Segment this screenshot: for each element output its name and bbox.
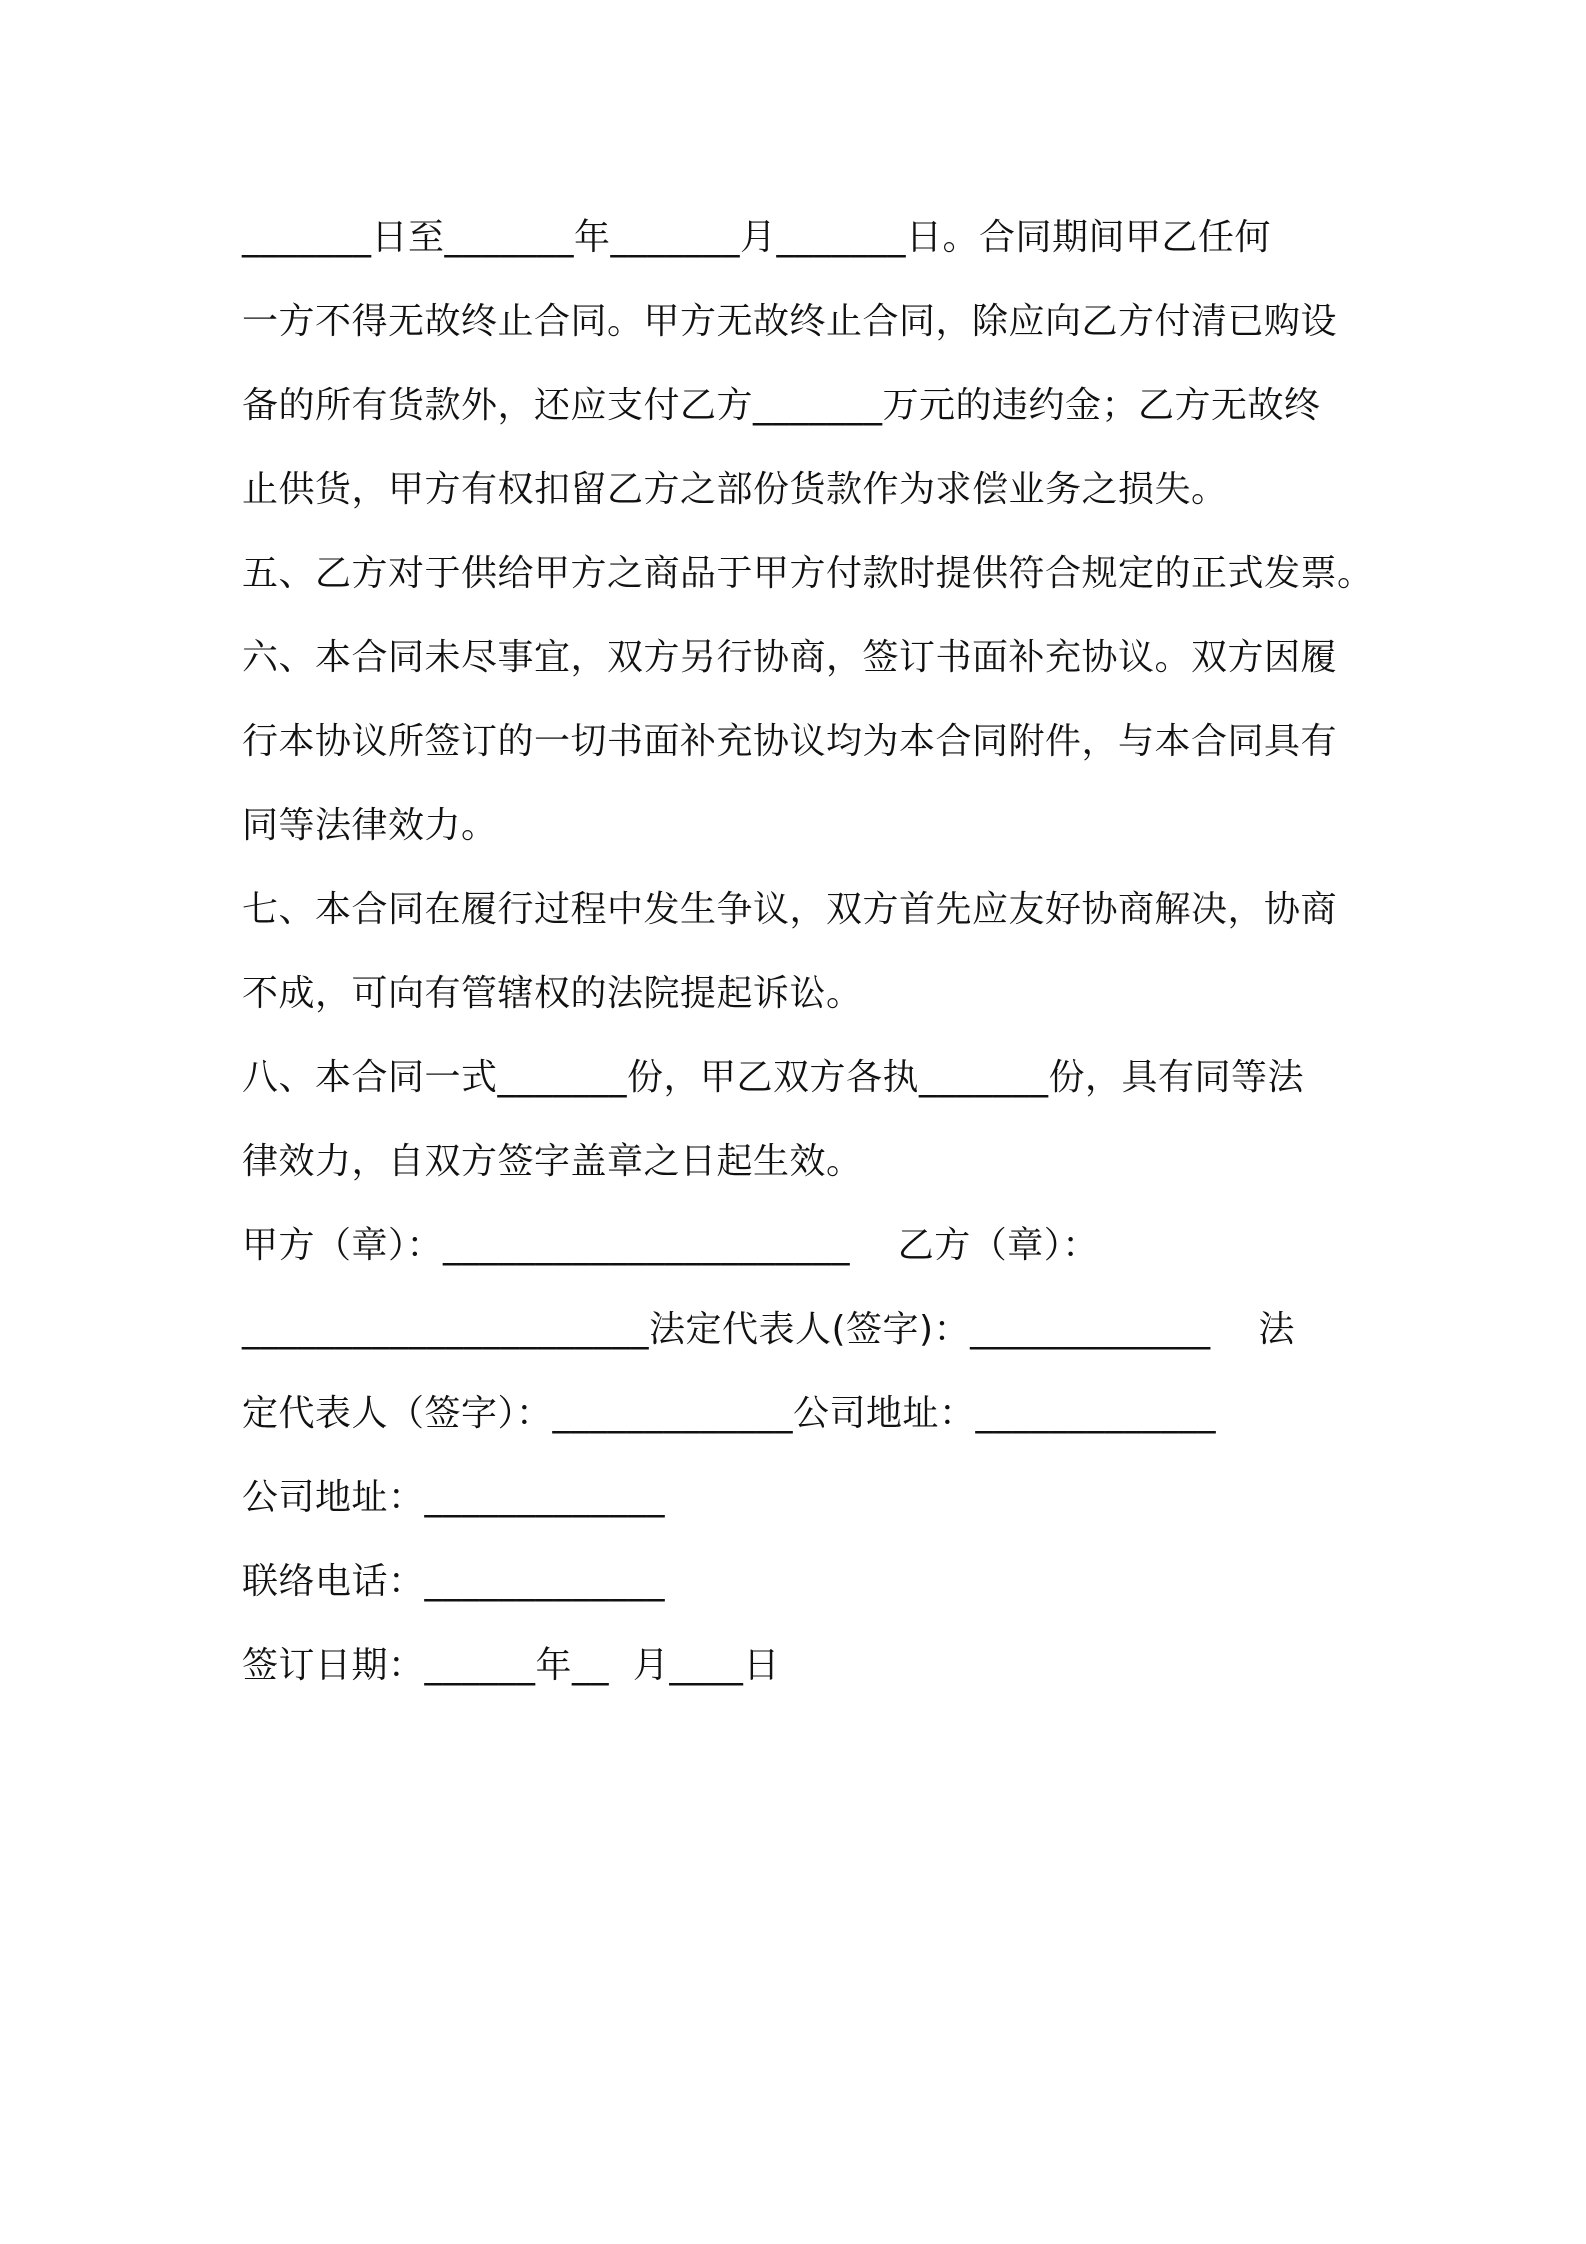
legal-rep-line: ______________________法定代表人(签字)：_____________ 法 (242, 1309, 1295, 1350)
party-seal-line: 甲方（章）：______________________ 乙方（章）： (242, 1225, 1099, 1266)
text-line: 不成，可向有管辖权的法院提起诉讼。 (242, 973, 863, 1014)
text-line: _______日至_______年_______月_______日。合同期间甲乙任何 (242, 217, 1272, 258)
company-address-line: 公司地址：_____________ (242, 1477, 666, 1518)
text-line: 律效力，自双方签字盖章之日起生效。 (242, 1141, 863, 1182)
text-line: 备的所有货款外，还应支付乙方_______万元的违约金；乙方无故终 (242, 385, 1321, 426)
text-line: 同等法律效力。 (242, 805, 498, 846)
text-line: 止供货，甲方有权扣留乙方之部份货款作为求偿业务之损失。 (242, 469, 1228, 510)
clause-5: 五、乙方对于供给甲方之商品于甲方付款时提供符合规定的正式发票。 (242, 553, 1374, 594)
clause-6: 六、本合同未尽事宜，双方另行协商，签订书面补充协议。双方因履 (242, 637, 1338, 678)
clause-7: 七、本合同在履行过程中发生争议，双方首先应友好协商解决，协商 (242, 889, 1338, 930)
legal-rep-address-line: 定代表人（签字）：_____________公司地址：_____________ (242, 1393, 1217, 1434)
clause-8: 八、本合同一式_______份，甲乙双方各执_______份，具有同等法 (242, 1057, 1305, 1098)
contract-text (242, 196, 1392, 1708)
text-line: 行本协议所签订的一切书面补充协议均为本合同附件，与本合同具有 (242, 721, 1338, 762)
contact-phone-line: 联络电话：_____________ (242, 1561, 666, 1602)
text-line: 一方不得无故终止合同。甲方无故终止合同，除应向乙方付清已购设 (242, 301, 1338, 342)
signing-date-line: 签订日期：______年__ 月____日 (242, 1645, 780, 1686)
